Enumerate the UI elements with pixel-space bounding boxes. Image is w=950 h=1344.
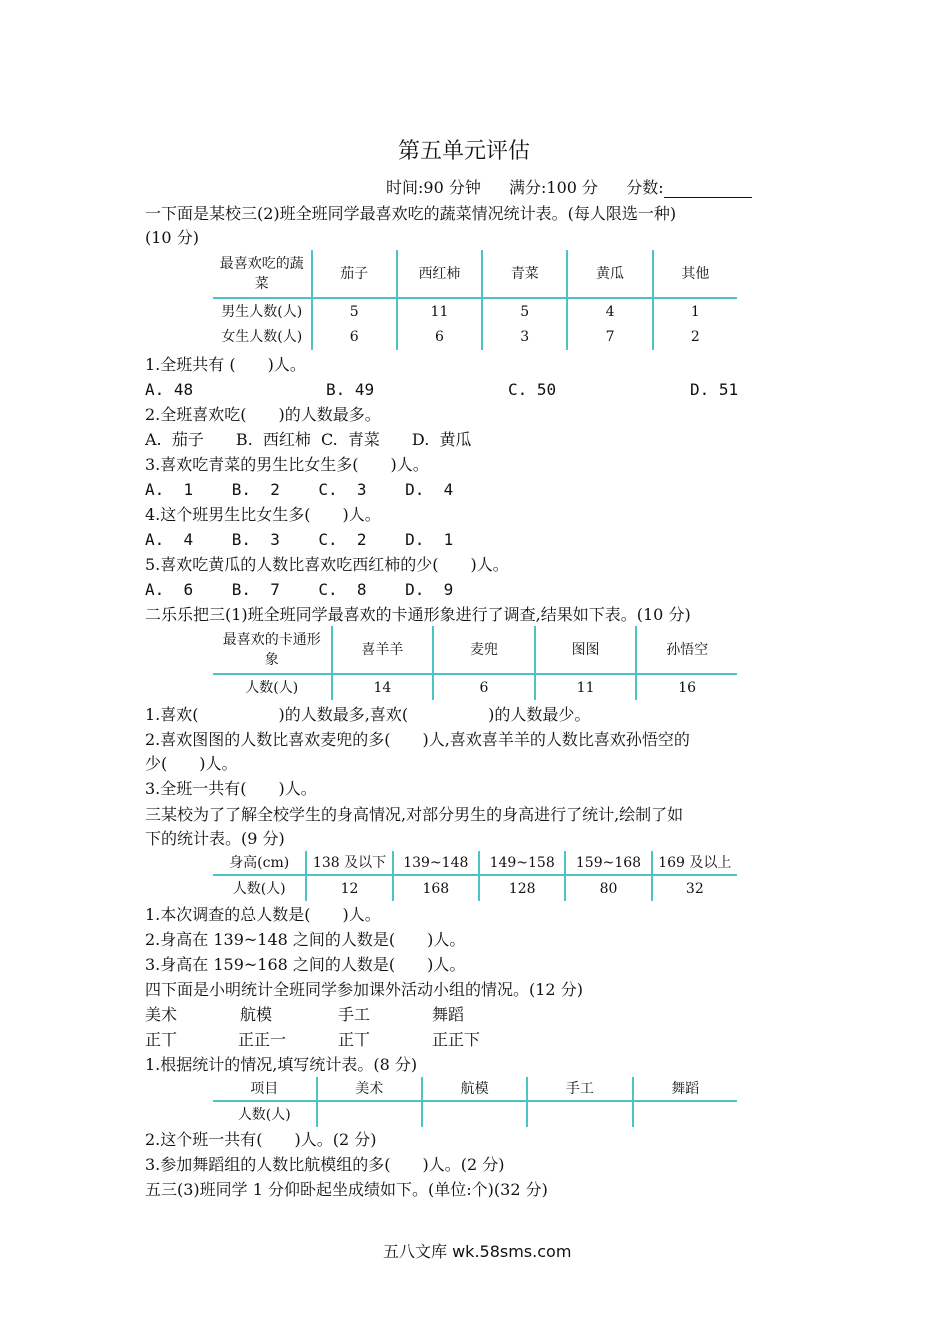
group-label: 舞蹈 [432,1005,465,1024]
question-1-2: 2.全班喜欢吃( )的人数最多。 [145,405,381,424]
table-header-cell: 身高(cm) [213,851,306,875]
table-header-cell: 茄子 [312,250,397,298]
question-2-1: 1.喜欢( )的人数最多,喜欢( )的人数最少。 [145,705,591,724]
option-a: A. 48 [145,380,194,399]
row-label: 人数(人) [232,880,286,897]
table-row [213,298,737,324]
question-1-5: 5.喜欢吃黄瓜的人数比喜欢吃西红柿的少( )人。 [145,555,509,574]
page-title: 第五单元评估 [398,139,531,164]
question-3-3: 3.身高在 159~168 之间的人数是( )人。 [145,955,466,974]
table-header-cell: 西红柿 [397,250,482,298]
tally-mark: 正丅 [145,1030,178,1049]
option-c: C. 50 [508,380,557,399]
table-cell: 168 [393,875,479,901]
tally-mark: 正丅 [338,1030,371,1049]
table-header-cell: 最喜欢的卡通形 象 [213,626,332,674]
question-2-2: 2.喜欢图图的人数比喜欢麦兜的多( )人,喜欢喜羊羊的人数比喜欢孙悟空的 [145,730,690,749]
table-header-cell: 项目 [213,1077,317,1101]
question-1-3: 3.喜欢吃青菜的男生比女生多( )人。 [145,455,429,474]
table-header-cell: 169 及以上 [652,851,737,875]
table-header-cell: 159~168 [565,851,651,875]
table-cell: 3 [482,324,567,350]
table-header-cell: 黄瓜 [567,250,652,298]
activity-table [213,1077,737,1127]
table-header-cell: 孙悟空 [636,626,737,674]
table-row [213,324,737,350]
table-header-cell: 青菜 [482,250,567,298]
group-label: 美术 [145,1005,178,1024]
answer-cell[interactable] [633,1101,737,1127]
tally-mark: 正正⼀ [238,1030,287,1049]
table-cell: 5 [482,298,567,324]
group-label: 航模 [240,1005,273,1024]
question-2-3: 3.全班一共有( )人。 [145,779,317,798]
table-header-cell: 美术 [317,1077,422,1101]
table-cell: 14 [332,674,434,700]
table-cell: 6 [397,324,482,350]
table-cell: 5 [312,298,397,324]
question-1-5-options: A. 6 B. 7 C. 8 D. 9 [145,580,454,599]
table-cell: 4 [567,298,652,324]
score-blank[interactable] [664,181,752,198]
table-cell: 11 [535,674,637,700]
footer-watermark: 五八文库 wk.58sms.com [383,1242,572,1261]
table-header-cell: 139~148 [393,851,479,875]
table-cell: 6 [312,324,397,350]
table-cell: 80 [565,875,651,901]
group-label: 手工 [338,1005,371,1024]
table-cell: 2 [653,324,737,350]
table-row [213,1101,737,1127]
table-cell: 32 [652,875,737,901]
table-cell: 1 [653,298,737,324]
question-4-2: 2.这个班一共有( )人。(2 分) [145,1130,377,1149]
section-1-question: 一下面是某校三(2)班全班同学最喜欢吃的蔬菜情况统计表。(每人限选一种) [145,204,677,223]
table-cell: 128 [479,875,565,901]
answer-cell[interactable] [317,1101,422,1127]
question-4-3: 3.参加舞蹈组的人数比航模组的多( )人。(2 分) [145,1155,505,1174]
table-header-cell: 其他 [653,250,737,298]
question-1-3-options: A. 1 B. 2 C. 3 D. 4 [145,480,454,499]
cartoon-table [213,626,737,700]
table-header-cell: 149~158 [479,851,565,875]
table-row [213,674,737,700]
table-header-cell: 喜羊羊 [332,626,434,674]
vegetable-table [213,250,737,350]
table-cell: 11 [397,298,482,324]
row-label: 女生人数(人) [221,329,303,345]
question-1-1: 1.全班共有 ( )人。 [145,355,306,374]
table-header-cell: 手工 [527,1077,632,1101]
table-row [213,875,737,901]
table-header-cell: 最喜欢吃的蔬 菜 [213,250,312,298]
question-3-1: 1.本次调查的总人数是( )人。 [145,905,381,924]
option-b: B. 49 [326,380,375,399]
question-1-4: 4.这个班男生比女生多( )人。 [145,505,381,524]
table-header-cell: 138 及以下 [306,851,392,875]
question-1-2-options: A. 茄子 B. 西红柿 C. 青菜 D. 黄瓜 [145,430,472,449]
question-3-2: 2.身高在 139~148 之间的人数是( )人。 [145,930,466,949]
section-3-question-cont: 下的统计表。(9 分) [145,829,285,848]
answer-cell[interactable] [527,1101,632,1127]
score-label: 分数: [626,178,664,197]
height-table [213,851,737,901]
table-header-cell: 麦兜 [433,626,535,674]
section-3-question: 三某校为了了解全校学生的身高情况,对部分男生的身高进行了统计,绘制了如 [145,805,684,824]
question-4-1: 1.根据统计的情况,填写统计表。(8 分) [145,1055,418,1074]
table-header-cell: 航模 [422,1077,527,1101]
section-1-points: (10 分) [145,228,199,247]
row-label: 男生人数(人) [221,303,303,320]
question-2-2-cont: 少( )人。 [145,754,238,773]
table-cell: 7 [567,324,652,350]
answer-cell[interactable] [422,1101,527,1127]
table-cell: 12 [306,875,392,901]
option-d: D. 51 [690,380,739,399]
section-5-question: 五三(3)班同学 1 分仰卧起坐成绩如下。(单位:个)(32 分) [145,1180,548,1199]
table-cell: 16 [636,674,737,700]
tally-mark: 正正下 [432,1030,481,1049]
time-info: 时间:90 分钟 [386,178,481,197]
table-header-cell: 舞蹈 [633,1077,737,1101]
row-label: 人数(人) [237,1106,291,1123]
question-1-4-options: A. 4 B. 3 C. 2 D. 1 [145,530,454,549]
full-score-info: 满分:100 分 [509,178,599,197]
table-header-cell: 图图 [535,626,637,674]
table-cell: 6 [433,674,535,700]
section-4-question: 四下面是小明统计全班同学参加课外活动小组的情况。(12 分) [145,980,583,999]
section-2-question: 二乐乐把三(1)班全班同学最喜欢的卡通形象进行了调查,结果如下表。(10 分) [145,605,691,624]
row-label: 人数(人) [245,679,299,696]
exam-header [386,178,752,198]
